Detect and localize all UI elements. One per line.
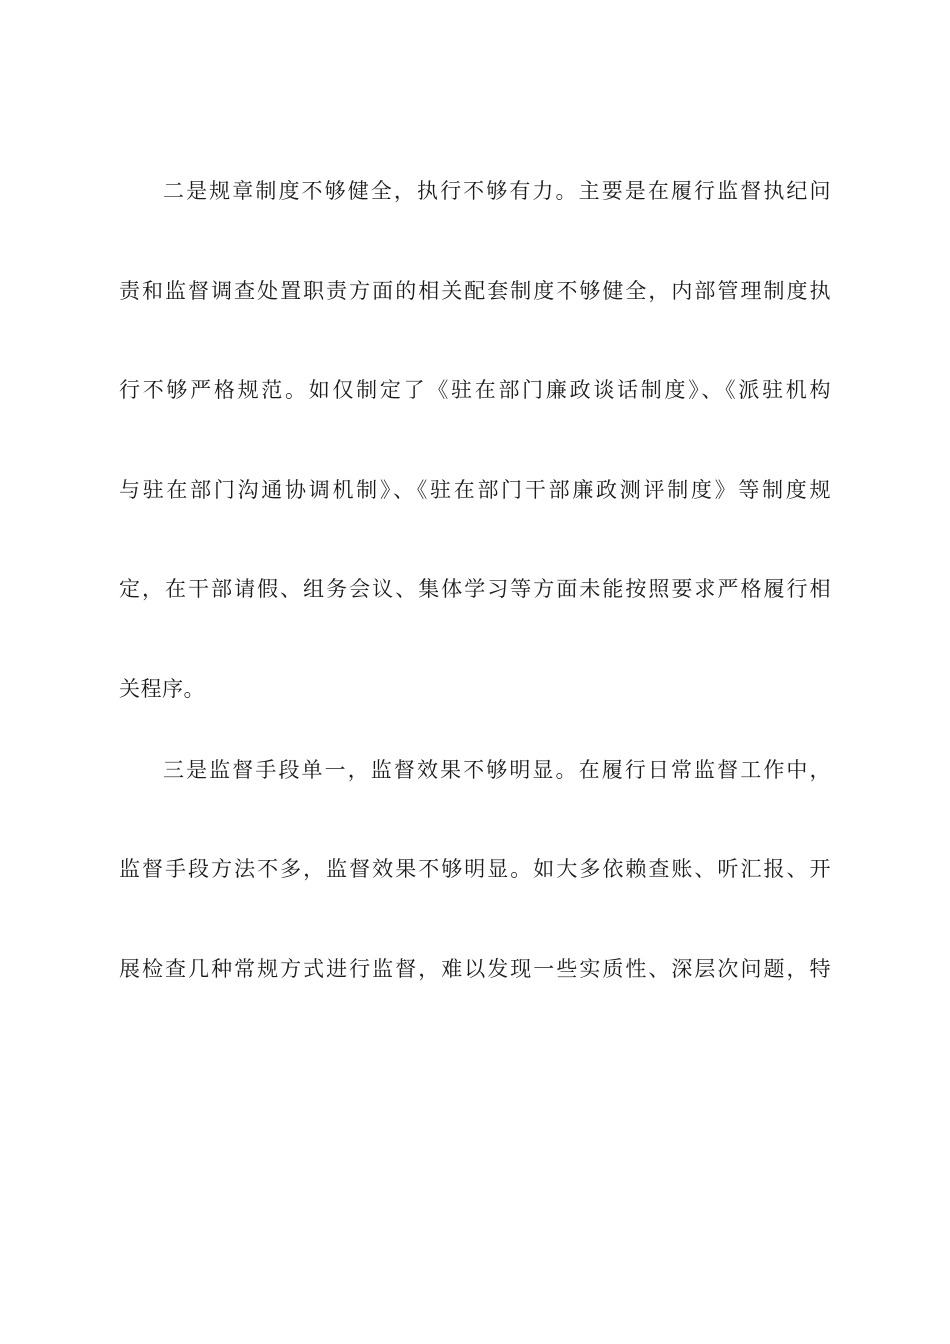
paragraph-1-line-2: 责和监督调查处置职责方面的相关配套制度不够健全，内部管理制度执 (119, 279, 831, 303)
paragraph-1-line-4: 与驻在部门沟通协调机制》、《驻在部门干部廉政测评制度》等制度规 (119, 478, 831, 502)
paragraph-1-line-3: 行不够严格规范。如仅制定了《驻在部门廉政谈话制度》、《派驻机构 (119, 378, 831, 402)
paragraph-2-line-3: 展检查几种常规方式进行监督，难以发现一些实质性、深层次问题，特 (119, 957, 831, 981)
paragraph-2-line-2: 监督手段方法不多，监督效果不够明显。如大多依赖查账、听汇报、开 (119, 857, 831, 881)
paragraph-2-line-1: 三是监督手段单一，监督效果不够明显。在履行日常监督工作中， (163, 758, 831, 782)
paragraph-1-line-6: 关程序。 (119, 677, 205, 701)
paragraph-1-line-1: 二是规章制度不够健全，执行不够有力。主要是在履行监督执纪问 (163, 179, 831, 203)
paragraph-1-line-5: 定，在干部请假、组务会议、集体学习等方面未能按照要求严格履行相 (119, 577, 831, 601)
